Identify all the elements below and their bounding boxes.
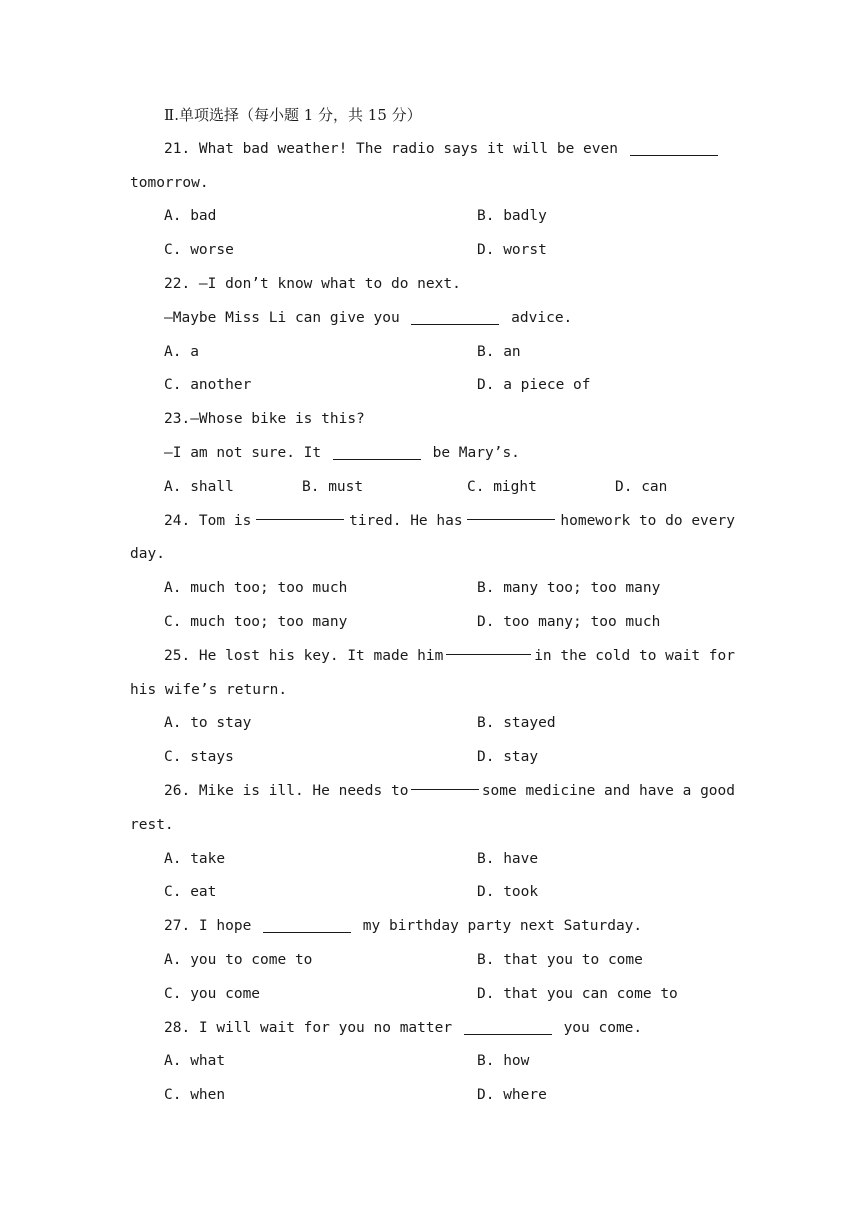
question-24-continuation: day. [130,546,165,563]
question-26-continuation: rest. [130,816,174,833]
answer-blank [411,309,499,325]
question-21-continuation: tomorrow. [130,174,209,191]
option-a: A. a [164,343,199,360]
option-b: B. have [477,850,539,867]
option-b: B. how [477,1053,530,1070]
question-23-line-1: 23.—Whose bike is this? [164,411,365,428]
option-b: B. stayed [477,715,556,732]
answer-blank [467,505,555,521]
option-b: B. an [477,343,521,360]
answer-blank [256,505,344,521]
question-22-line-2 [130,302,735,336]
question-27-text-post: my birthday party next Saturday. [362,918,643,935]
question-24-text-post: homework to do every [560,512,735,529]
question-21-stem [130,133,735,167]
question-25-text-post: in the cold to wait for [534,647,735,664]
question-27-stem [130,910,735,944]
question-23-line-2 [130,437,735,471]
option-d: D. took [477,884,539,901]
option-c: C. you come [164,985,261,1002]
question-24-options-row-1 [130,572,735,606]
question-21-options-row-2 [130,234,735,268]
option-b: B. that you to come [477,951,643,968]
question-28-text-post: you come. [563,1019,643,1036]
question-24-stem [130,505,735,539]
option-c: C. when [164,1087,226,1104]
option-a: A. what [164,1053,226,1070]
question-22-options-row-2 [130,369,735,403]
option-c: C. stays [164,749,234,766]
option-c: C. eat [164,884,217,901]
question-25-text-pre: 25. He lost his key. It made him [164,647,444,664]
option-a: A. much too; too much [164,580,348,597]
option-d: D. where [477,1087,547,1104]
question-26-text-pre: 26. Mike is ill. He needs to [164,782,409,799]
answer-blank [630,140,718,156]
exam-page [130,99,735,1113]
question-25-stem [130,640,735,674]
question-27-text-pre: 27. I hope [164,918,252,935]
answer-blank [333,444,421,460]
option-d: D. too many; too much [477,613,661,630]
answer-blank [263,918,351,934]
question-26-options-row-1 [130,843,735,877]
question-23-text-pre: —I am not sure. It [164,444,322,461]
question-26-text-post: some medicine and have a good [481,782,735,799]
question-23-options-row [130,471,735,505]
option-a: A. to stay [164,715,252,732]
answer-blank [411,775,478,791]
question-28-text-pre: 28. I will wait for you no matter [164,1019,453,1036]
question-28-stem [130,1012,735,1046]
question-27-options-row-2 [130,978,735,1012]
option-c: C. much too; too many [164,613,348,630]
question-27-options-row-1 [130,944,735,978]
option-d: D. stay [477,749,539,766]
question-25-continuation: his wife’s return. [130,681,288,698]
option-a: A. you to come to [164,951,313,968]
question-24-text-pre: 24. Tom is [164,512,252,529]
option-c: C. might [467,478,537,495]
option-b: B. badly [477,208,547,225]
question-26-options-row-2 [130,876,735,910]
option-d: D. can [615,478,668,495]
option-a: A. bad [164,208,217,225]
question-25-options-row-2 [130,741,735,775]
question-21-text: 21. What bad weather! The radio says it will be even [164,140,618,157]
option-d: D. that you can come to [477,985,678,1002]
answer-blank [446,640,531,656]
option-c: C. worse [164,242,234,259]
question-26-stem [130,775,735,809]
question-22-options-row-1 [130,336,735,370]
question-22-text-post: advice. [511,309,573,326]
question-25-options-row-1 [130,707,735,741]
section-heading: Ⅱ.单项选择（每小题 1 分，共 15 分） [164,106,422,124]
option-d: D. worst [477,242,547,259]
question-21-options-row-1 [130,200,735,234]
question-28-options-row-2 [130,1079,735,1113]
option-b: B. must [302,478,364,495]
question-24-text-mid: tired. He has [349,512,463,529]
option-c: C. another [164,377,252,394]
question-22-text-pre: —Maybe Miss Li can give you [164,309,400,326]
option-a: A. shall [164,478,234,495]
option-b: B. many too; too many [477,580,661,597]
question-23-text-post: be Mary’s. [432,444,520,461]
option-a: A. take [164,850,226,867]
question-22-line-1: 22. —I don’t know what to do next. [164,275,461,292]
question-24-options-row-2 [130,606,735,640]
answer-blank [464,1019,552,1035]
option-d: D. a piece of [477,377,591,394]
question-28-options-row-1 [130,1045,735,1079]
